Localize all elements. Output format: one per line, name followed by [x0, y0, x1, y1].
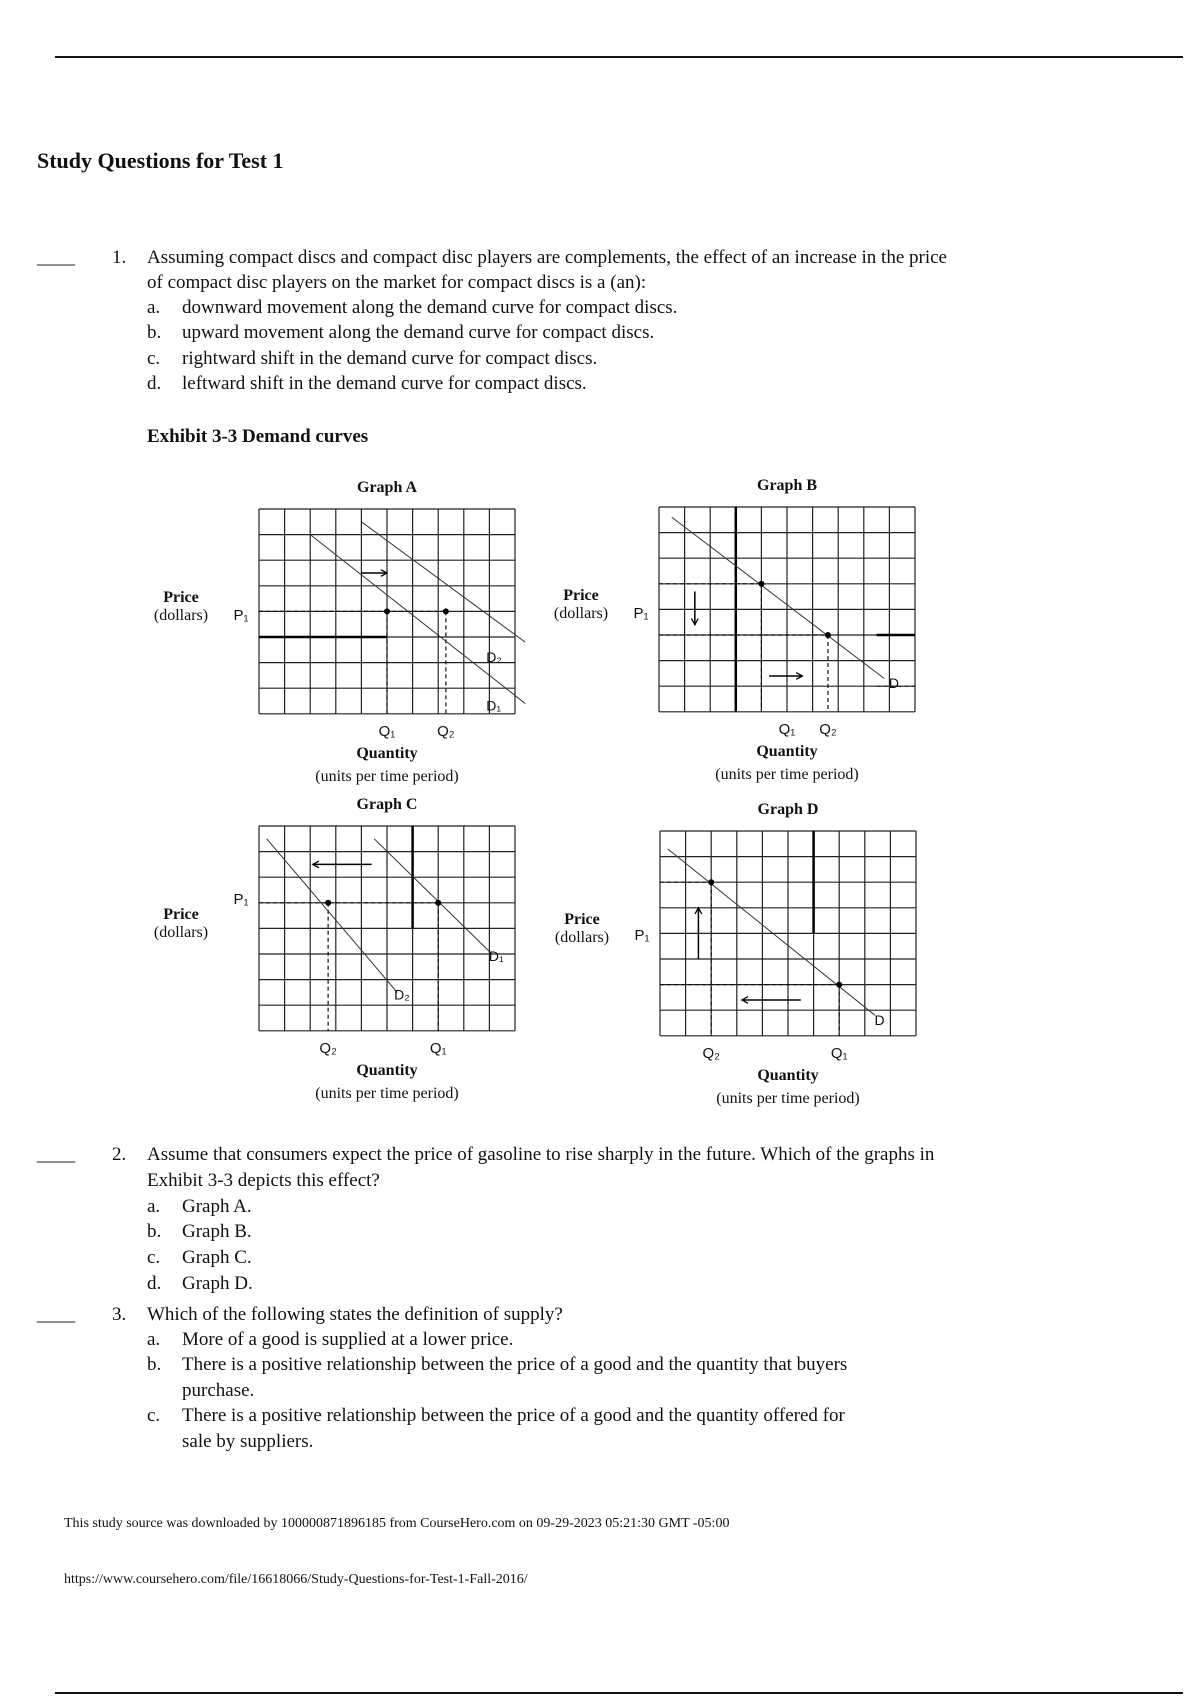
p1-label: P₁	[233, 607, 249, 625]
option-text: leftward shift in the demand curve for compact discs.	[182, 373, 587, 394]
price-axis-label	[141, 906, 221, 942]
price-axis-label	[141, 589, 221, 625]
curve-label: D₂	[394, 986, 410, 1003]
curve-label: D₂	[486, 648, 502, 665]
p1-label: P₁	[634, 926, 650, 944]
quantity-tick-label: Q₂	[437, 723, 455, 740]
price-label: Price	[563, 587, 599, 604]
quantity-tick-label: Q₁	[429, 1040, 447, 1057]
question-text: of compact disc players on the market for compact discs is a (an):	[147, 272, 647, 293]
price-unit: (dollars)	[153, 607, 209, 624]
quantity-tick-label: Q₂	[319, 1040, 337, 1057]
option-text: There is a positive relationship between the price of a good and the quantity that buyers	[182, 1354, 848, 1375]
graph-c	[153, 796, 515, 1102]
quantity-tick-label: Q₁	[378, 723, 396, 740]
option-text: More of a good is supplied at a lower price.	[182, 1329, 514, 1350]
option-letter: d.	[147, 373, 162, 394]
quantity-label: Quantity	[356, 745, 418, 762]
graph-plot	[659, 507, 915, 712]
top-rule	[55, 56, 1183, 58]
quantity-tick-label: Q₁	[778, 721, 796, 738]
option-letter: c.	[147, 348, 161, 369]
question-text: Assuming compact discs and compact disc players are complements, the effect of an increase in the price	[147, 247, 947, 268]
equilibrium-point	[708, 879, 714, 885]
page-title: Study Questions for Test 1	[37, 148, 284, 173]
equilibrium-point	[443, 608, 449, 614]
exhibit-title: Exhibit 3-3 Demand curves	[147, 426, 369, 447]
graph-plot	[660, 831, 916, 1036]
graph-title: Graph D	[757, 801, 819, 818]
graph-title: Graph B	[756, 477, 818, 494]
question-text: Assume that consumers expect the price of gasoline to rise sharply in the future. Which of the graphs in	[147, 1144, 935, 1165]
footer-url[interactable]: https://www.coursehero.com/file/16618066/Study-Questions-for-Test-1-Fall-2016/	[64, 1572, 528, 1587]
option-text: Graph C.	[182, 1247, 252, 1268]
graph-b	[553, 477, 915, 783]
option-letter: a.	[147, 297, 161, 318]
price-unit: (dollars)	[554, 929, 610, 946]
curve-label: D	[888, 674, 899, 691]
graph-title: Graph C	[356, 796, 418, 813]
curve-label: D	[874, 1011, 885, 1028]
option-letter: a.	[147, 1329, 161, 1350]
equilibrium-point	[325, 900, 331, 906]
quantity-unit: (units per time period)	[315, 768, 459, 785]
graph-d	[554, 801, 916, 1107]
p1-label: P₁	[233, 890, 249, 908]
option-text: rightward shift in the demand curve for compact discs.	[182, 348, 598, 369]
graph-a	[153, 479, 515, 785]
price-label: Price	[163, 906, 199, 923]
option-text: There is a positive relationship between the price of a good and the quantity offered for	[182, 1405, 845, 1426]
answer-blank[interactable]: ____	[37, 1144, 75, 1165]
equilibrium-point	[384, 608, 390, 614]
equilibrium-point	[758, 581, 764, 587]
equilibrium-point	[836, 982, 842, 988]
graph-plot	[259, 826, 515, 1031]
answer-blank[interactable]: ____	[37, 1304, 75, 1325]
question-text: Exhibit 3-3 depicts this effect?	[147, 1170, 380, 1191]
option-letter: b.	[147, 1221, 162, 1242]
curve-label: D₁	[486, 697, 502, 714]
footer-source: This study source was downloaded by 100000871896185 from CourseHero.com on 09-29-2023 05:21:30 GMT -05:00	[64, 1516, 730, 1531]
demand-curve	[267, 839, 398, 993]
option-text: upward movement along the demand curve for compact discs.	[182, 322, 655, 343]
equilibrium-point	[825, 632, 831, 638]
quantity-unit: (units per time period)	[715, 766, 859, 783]
graph-plot	[259, 509, 515, 714]
quantity-tick-label: Q₂	[819, 721, 837, 738]
curve-label: D₁	[488, 947, 504, 964]
quantity-tick-label: Q₁	[830, 1045, 848, 1062]
question-number: 3.	[112, 1304, 127, 1325]
option-letter: a.	[147, 1196, 161, 1217]
quantity-unit: (units per time period)	[716, 1090, 860, 1107]
question-number: 2.	[112, 1144, 127, 1165]
option-text: Graph D.	[182, 1273, 253, 1294]
price-unit: (dollars)	[553, 605, 609, 622]
option-letter: d.	[147, 1273, 162, 1294]
graph-title: Graph A	[356, 479, 418, 496]
quantity-label: Quantity	[757, 1067, 819, 1084]
demand-curve	[374, 839, 492, 954]
price-axis-label	[541, 587, 621, 623]
demand-curve	[361, 522, 525, 642]
p1-label: P₁	[633, 605, 649, 623]
option-letter: c.	[147, 1405, 161, 1426]
option-text: Graph A.	[182, 1196, 252, 1217]
price-axis-label	[542, 911, 622, 947]
option-text: sale by suppliers.	[182, 1431, 314, 1452]
quantity-label: Quantity	[356, 1062, 418, 1079]
price-label: Price	[163, 589, 199, 606]
option-letter: b.	[147, 322, 162, 343]
equilibrium-point	[435, 900, 441, 906]
question-text: Which of the following states the definition of supply?	[147, 1304, 563, 1325]
price-label: Price	[564, 911, 600, 928]
demand-curve	[672, 517, 884, 678]
bottom-rule	[55, 1692, 1183, 1694]
option-letter: b.	[147, 1354, 162, 1375]
price-unit: (dollars)	[153, 924, 209, 941]
quantity-unit: (units per time period)	[315, 1085, 459, 1102]
option-text: downward movement along the demand curve for compact discs.	[182, 297, 678, 318]
quantity-label: Quantity	[756, 743, 818, 760]
answer-blank[interactable]: ____	[37, 247, 75, 268]
option-text: Graph B.	[182, 1221, 252, 1242]
quantity-tick-label: Q₂	[702, 1045, 720, 1062]
option-letter: c.	[147, 1247, 161, 1268]
question-number: 1.	[112, 247, 127, 268]
option-text: purchase.	[182, 1380, 255, 1401]
